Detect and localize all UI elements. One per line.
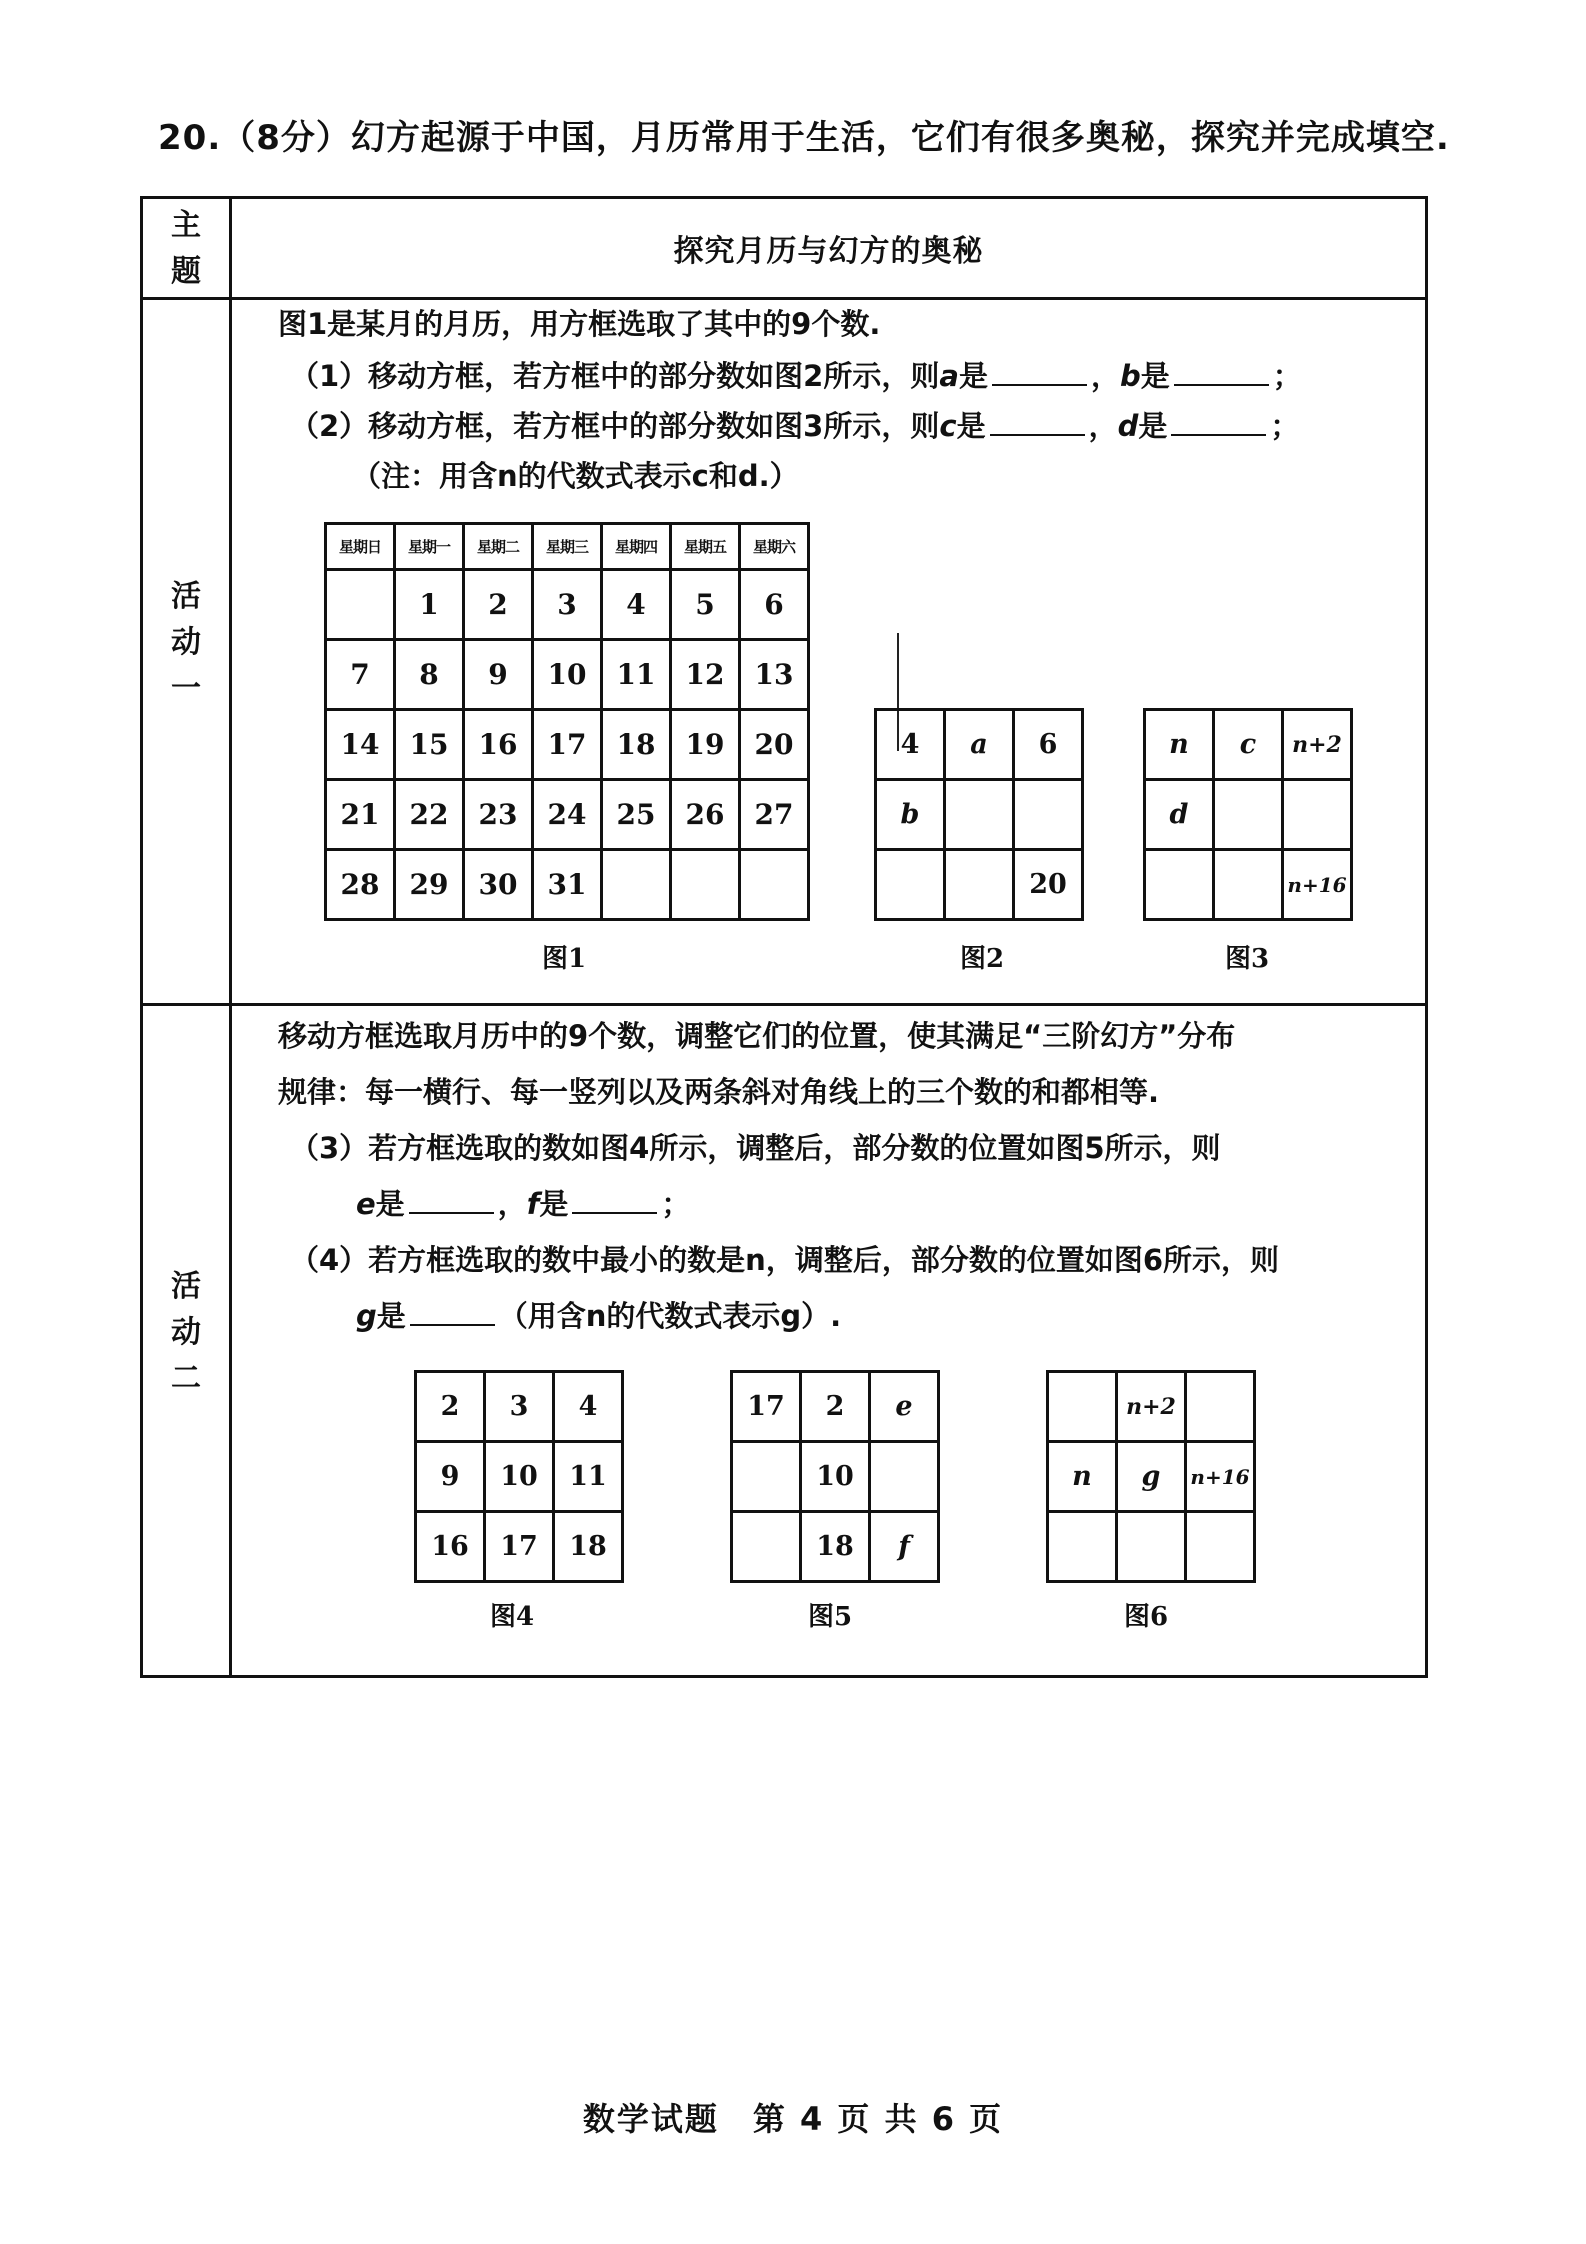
row-divider-activity — [143, 1003, 1425, 1006]
grid-row — [416, 1372, 623, 1442]
calendar-header-cell: 星期二 — [464, 524, 533, 570]
figure4-caption: 图4 — [490, 1602, 535, 1632]
figure4-grid — [414, 1370, 624, 1583]
grid-cell: 4 — [554, 1372, 623, 1442]
figure6-caption: 图6 — [1124, 1602, 1169, 1632]
grid-cell — [1214, 850, 1283, 920]
grid-cell: 4 — [876, 710, 945, 780]
calendar-row — [326, 780, 809, 850]
var-e: e — [356, 1187, 376, 1221]
grid-cell: 17 — [732, 1372, 801, 1442]
grid-row — [732, 1512, 939, 1582]
calendar-header-cell: 星期三 — [533, 524, 602, 570]
calendar-cell: 12 — [671, 640, 740, 710]
calendar-cell: 16 — [464, 710, 533, 780]
grid-cell: c — [1214, 710, 1283, 780]
calendar-cell: 27 — [740, 780, 809, 850]
grid-cell — [1014, 780, 1083, 850]
activity2-question3: （3）若方框选取的数如图4所示，调整后，部分数的位置如图5所示，则 — [290, 1131, 1221, 1165]
q1-text: （1）移动方框，若方框中的部分数如图2所示，则 — [290, 359, 940, 393]
answer-blank-b[interactable] — [1174, 356, 1269, 386]
calendar-header-cell: 星期一 — [395, 524, 464, 570]
calendar-header-cell: 星期五 — [671, 524, 740, 570]
grid-cell: n+16 — [1186, 1442, 1255, 1512]
grid-row — [876, 780, 1083, 850]
activity2-label-char: 动 — [171, 1315, 201, 1350]
figure1-caption: 图1 — [542, 944, 587, 974]
grid-cell: n+2 — [1283, 710, 1352, 780]
calendar-cell — [671, 850, 740, 920]
grid-row — [416, 1442, 623, 1512]
calendar-cell: 26 — [671, 780, 740, 850]
calendar-header-cell: 星期四 — [602, 524, 671, 570]
var-f: f — [526, 1187, 540, 1221]
grid-cell: 11 — [554, 1442, 623, 1512]
activity2-question4: （4）若方框选取的数中最小的数是n，调整后，部分数的位置如图6所示，则 — [290, 1243, 1280, 1277]
q1-end: ； — [1272, 359, 1302, 393]
grid-cell — [732, 1512, 801, 1582]
var-a: a — [939, 359, 959, 393]
calendar-cell: 11 — [602, 640, 671, 710]
figure2-grid — [874, 708, 1084, 921]
var-c: c — [939, 409, 957, 443]
column-divider — [229, 199, 232, 1675]
grid-cell — [732, 1442, 801, 1512]
q2-end: ； — [1270, 409, 1300, 443]
grid-cell: 10 — [485, 1442, 554, 1512]
grid-row — [732, 1372, 939, 1442]
grid-cell — [1048, 1372, 1117, 1442]
grid-cell: 18 — [554, 1512, 623, 1582]
q3-end: ； — [661, 1187, 691, 1221]
calendar-cell: 8 — [395, 640, 464, 710]
calendar-cell: 2 — [464, 570, 533, 640]
activity1-label — [143, 574, 229, 712]
grid-cell: 20 — [1014, 850, 1083, 920]
q2-sep: ， — [1088, 409, 1118, 443]
q2-is: 是 — [956, 409, 986, 443]
question-title: 20.（8分）幻方起源于中国，月历常用于生活，它们有很多奥秘，探究并完成填空. — [158, 118, 1450, 158]
grid-cell — [1186, 1372, 1255, 1442]
calendar-cell: 29 — [395, 850, 464, 920]
grid-row — [1048, 1512, 1255, 1582]
calendar-cell — [740, 850, 809, 920]
theme-label-char: 主 — [171, 208, 201, 243]
grid-cell — [876, 850, 945, 920]
calendar-cell: 5 — [671, 570, 740, 640]
activity1-note: （注：用含n的代数式表示c和d.） — [352, 459, 799, 493]
var-d: d — [1117, 409, 1139, 443]
activity2-line1: 移动方框选取月历中的9个数，调整它们的位置，使其满足“三阶幻方”分布 — [278, 1019, 1236, 1053]
grid-cell: e — [870, 1372, 939, 1442]
activity2-label-char: 活 — [171, 1269, 201, 1304]
figure2-caption: 图2 — [960, 944, 1005, 974]
q2-text: （2）移动方框，若方框中的部分数如图3所示，则 — [290, 409, 940, 443]
grid-cell — [945, 780, 1014, 850]
activity2-label — [143, 1264, 229, 1402]
calendar-figure1 — [324, 522, 810, 921]
calendar-cell — [602, 850, 671, 920]
q4-tail: （用含n的代数式表示g）. — [498, 1299, 842, 1333]
q1-sep: ， — [1090, 359, 1120, 393]
activity2-question4-answer — [356, 1296, 841, 1336]
activity1-label-char: 一 — [171, 671, 201, 706]
theme-label — [143, 203, 229, 295]
grid-cell — [1186, 1512, 1255, 1582]
row-divider-theme — [143, 297, 1425, 300]
grid-cell: 2 — [416, 1372, 485, 1442]
figure5-grid — [730, 1370, 940, 1583]
grid-cell — [1145, 850, 1214, 920]
grid-cell — [1214, 780, 1283, 850]
grid-cell: f — [870, 1512, 939, 1582]
answer-blank-d[interactable] — [1171, 406, 1266, 436]
grid-cell: n — [1145, 710, 1214, 780]
grid-row — [876, 710, 1083, 780]
grid-cell — [870, 1442, 939, 1512]
calendar-cell: 19 — [671, 710, 740, 780]
calendar-cell: 14 — [326, 710, 395, 780]
q3-is: 是 — [539, 1187, 569, 1221]
calendar-cell: 21 — [326, 780, 395, 850]
grid-row — [1145, 780, 1352, 850]
grid-row — [876, 850, 1083, 920]
var-g: g — [356, 1299, 377, 1333]
activity1-label-char: 活 — [171, 579, 201, 614]
grid-cell: 10 — [801, 1442, 870, 1512]
answer-blank-f[interactable] — [572, 1184, 657, 1214]
grid-cell: 3 — [485, 1372, 554, 1442]
theme-label-char: 题 — [171, 254, 201, 289]
grid-cell: n — [1048, 1442, 1117, 1512]
calendar-cell: 4 — [602, 570, 671, 640]
q3-sep: ， — [497, 1187, 527, 1221]
grid-cell: 6 — [1014, 710, 1083, 780]
calendar-cell: 9 — [464, 640, 533, 710]
activity2-label-char: 二 — [171, 1361, 201, 1396]
activity1-intro: 图1是某月的月历，用方框选取了其中的9个数. — [278, 307, 881, 341]
calendar-cell: 13 — [740, 640, 809, 710]
grid-cell — [945, 850, 1014, 920]
answer-blank-a[interactable] — [992, 356, 1087, 386]
grid-cell — [1048, 1512, 1117, 1582]
calendar-cell: 23 — [464, 780, 533, 850]
calendar-cell: 10 — [533, 640, 602, 710]
calendar-cell: 31 — [533, 850, 602, 920]
calendar-cell: 28 — [326, 850, 395, 920]
activity1-question2 — [290, 406, 1299, 446]
figure6-grid — [1046, 1370, 1256, 1583]
grid-cell: 9 — [416, 1442, 485, 1512]
calendar-cell: 30 — [464, 850, 533, 920]
calendar-cell: 1 — [395, 570, 464, 640]
calendar-row — [326, 850, 809, 920]
q1-is: 是 — [958, 359, 988, 393]
grid-cell: 16 — [416, 1512, 485, 1582]
grid-cell: g — [1117, 1442, 1186, 1512]
grid-cell — [1117, 1512, 1186, 1582]
calendar-row — [326, 710, 809, 780]
figure5-caption: 图5 — [808, 1602, 853, 1632]
activity1-question1 — [290, 356, 1302, 396]
grid-cell: n+16 — [1283, 850, 1352, 920]
grid-cell: b — [876, 780, 945, 850]
grid-cell: 17 — [485, 1512, 554, 1582]
activity1-label-char: 动 — [171, 625, 201, 660]
calendar-cell: 15 — [395, 710, 464, 780]
grid-row — [416, 1512, 623, 1582]
answer-blank-c[interactable] — [990, 406, 1085, 436]
q2-is: 是 — [1138, 409, 1168, 443]
activity2-line2: 规律：每一横行、每一竖列以及两条斜对角线上的三个数的和都相等. — [278, 1075, 1160, 1109]
grid-cell — [1283, 780, 1352, 850]
grid-row — [1145, 850, 1352, 920]
figure3-caption: 图3 — [1225, 944, 1270, 974]
q3-is: 是 — [375, 1187, 405, 1221]
calendar-header-cell: 星期日 — [326, 524, 395, 570]
calendar-cell: 6 — [740, 570, 809, 640]
grid-cell: 18 — [801, 1512, 870, 1582]
q4-is: 是 — [376, 1299, 406, 1333]
calendar-header-row — [326, 524, 809, 570]
calendar-header-cell: 星期六 — [740, 524, 809, 570]
calendar-cell: 25 — [602, 780, 671, 850]
figure3-grid — [1143, 708, 1353, 921]
activity2-question3-answers — [356, 1184, 690, 1224]
var-b: b — [1119, 359, 1141, 393]
calendar-cell: 22 — [395, 780, 464, 850]
calendar-cell: 7 — [326, 640, 395, 710]
grid-cell: a — [945, 710, 1014, 780]
page-footer: 数学试题 第 4 页 共 6 页 — [582, 2100, 1004, 2138]
grid-row — [1145, 710, 1352, 780]
grid-row — [1048, 1442, 1255, 1512]
calendar-cell: 20 — [740, 710, 809, 780]
calendar-cell: 17 — [533, 710, 602, 780]
calendar-cell: 18 — [602, 710, 671, 780]
calendar-row — [326, 570, 809, 640]
answer-blank-e[interactable] — [409, 1184, 494, 1214]
q1-is: 是 — [1140, 359, 1170, 393]
grid-cell: d — [1145, 780, 1214, 850]
grid-row — [1048, 1372, 1255, 1442]
calendar-cell — [326, 570, 395, 640]
grid-cell: 2 — [801, 1372, 870, 1442]
grid-cell: n+2 — [1117, 1372, 1186, 1442]
grid-row — [732, 1442, 939, 1512]
answer-blank-g[interactable] — [410, 1296, 495, 1326]
theme-text: 探究月历与幻方的奥秘 — [673, 234, 984, 269]
calendar-cell: 3 — [533, 570, 602, 640]
calendar-cell: 24 — [533, 780, 602, 850]
calendar-row — [326, 640, 809, 710]
